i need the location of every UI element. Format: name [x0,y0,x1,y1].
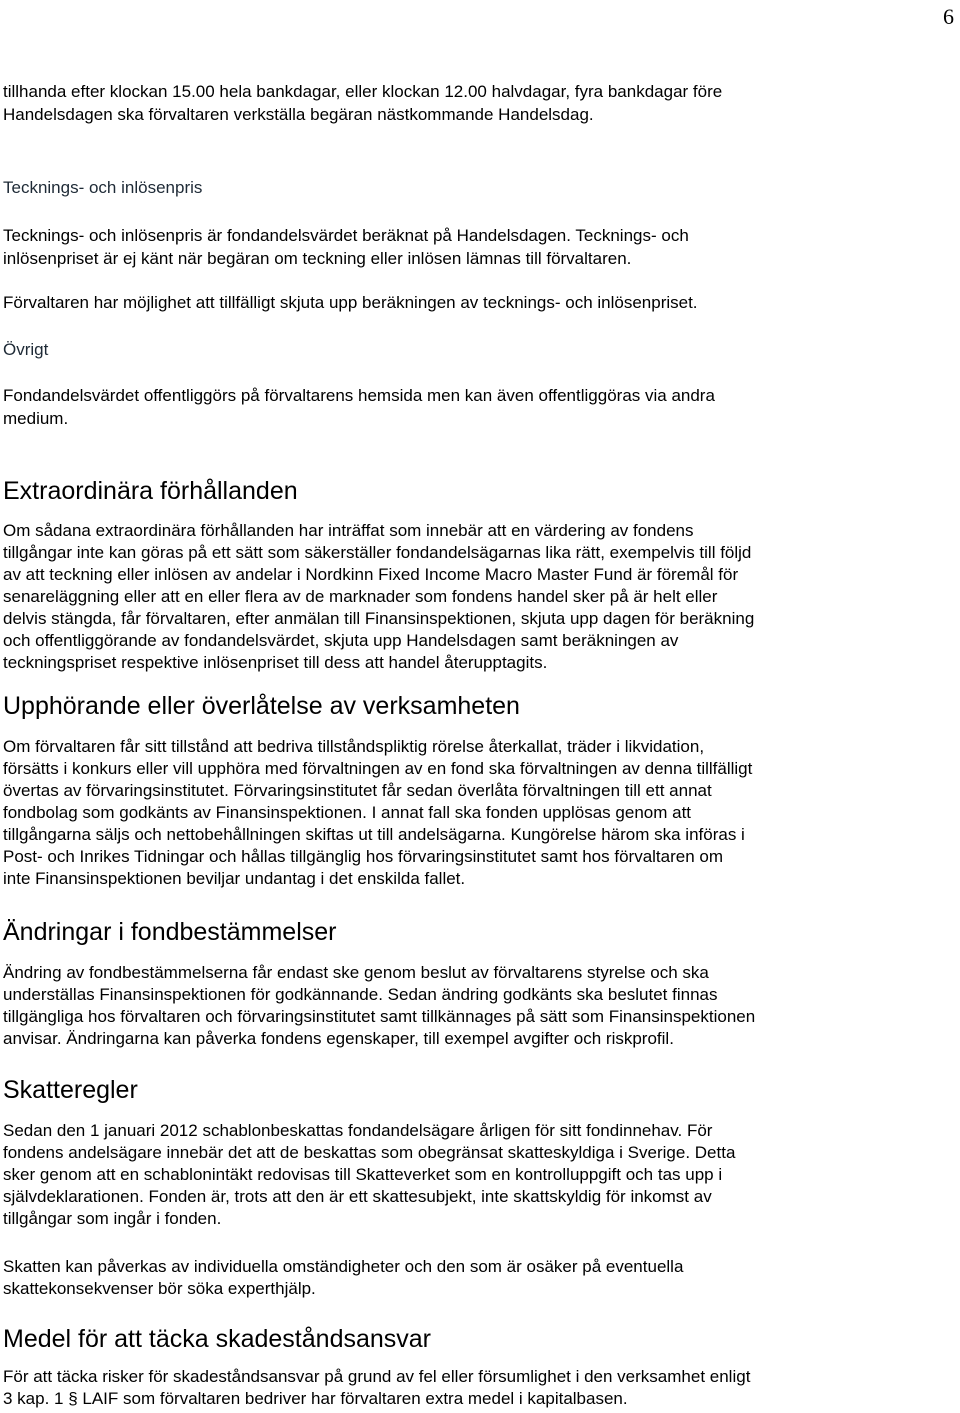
andringar-heading: Ändringar i fondbestämmelser [3,918,337,946]
teckningspris-heading: Tecknings- och inlösenpris [3,178,203,197]
andringar-line-3: tillgängliga hos förvaltaren och förvaringsinstitutet samt tillkännages på sätt som Finansinspektionen [3,1007,756,1026]
extraordinara-line-5: delvis stängda, får förvaltaren, efter anmälan till Finansinspektionen, skjuta upp dagen för beräkning [3,609,755,628]
uppskjutning-line-1: Förvaltaren har möjlighet att tillfälligt skjuta upp beräkningen av tecknings- och inlösenpriset. [3,293,698,312]
skatteregler-paragraph-1 [3,1120,735,1230]
medel-line-2: 3 kap. 1 § LAIF som förvaltaren bedriver har förvaltaren extra medel i kapitalbasen. [3,1389,628,1408]
skatteregler-2-line-1: Skatten kan påverkas av individuella omständigheter och den som är osäker på eventuella [3,1257,684,1276]
skatteregler-line-3: sker genom att en schablonintäkt redovisas till Skatteverket som en kontrolluppgift och tas upp i [3,1165,723,1184]
upphorande-line-5: tillgångarna säljs och nettobehållningen skiftas ut till andelsägarna. Kungörelse härom ska införas i [3,825,745,844]
page-number: 6 [943,4,954,29]
extraordinara-paragraph [3,520,754,674]
skatteregler-line-2: fondens andelsägare innebär det att de beskattas som obegränsat skatteskyldiga i Sverige. Detta [3,1143,736,1162]
extraordinara-line-1: Om sådana extraordinära förhållanden har inträffat som innebär att en värdering av fondens [3,521,694,540]
extraordinara-line-2: tillgångar inte kan göras på ett sätt som säkerställer fondandelsägarnas lika rätt, exempelvis till följd [3,543,752,562]
medel-line-1: För att täcka risker för skadeståndsansvar på grund av fel eller försumlighet i den verksamhet enligt [3,1367,751,1386]
andringar-line-4: anvisar. Ändringarna kan påverka fondens egenskaper, till exempel avgifter och riskprofil. [3,1029,674,1048]
ovrigt-heading: Övrigt [3,340,49,359]
upphorande-paragraph [3,736,752,890]
extraordinara-line-7: teckningspriset respektive inlösenpriset till dess att handel återupptagits. [3,653,548,672]
teckningspris-line-1: Tecknings- och inlösenpris är fondandelsvärdet beräknat på Handelsdagen. Tecknings- och [3,226,689,245]
ovrigt-line-1: Fondandelsvärdet offentliggörs på förvaltarens hemsida men kan även offentliggöras via andra [3,386,715,405]
extraordinara-heading: Extraordinära förhållanden [3,477,298,505]
ovrigt-line-2: medium. [3,409,69,428]
upphorande-line-3: övertas av förvaringsinstitutet. Förvaringsinstitutet får sedan överlåta förvaltningen till ett annat [3,781,712,800]
continuation-line-2: Handelsdagen ska förvaltaren verkställa begäran nästkommande Handelsdag. [3,105,594,124]
medel-heading: Medel för att täcka skadeståndsansvar [3,1325,432,1353]
medel-paragraph [3,1366,750,1410]
upphorande-line-1: Om förvaltaren får sitt tillstånd att bedriva tillståndspliktig rörelse återkallat, träder i likvidation, [3,737,705,756]
extraordinara-line-4: senareläggning eller att en eller flera av de marknader som fondens handel sker på är helt eller [3,587,718,606]
andringar-line-1: Ändring av fondbestämmelserna får endast ske genom beslut av förvaltarens styrelse och ska [3,963,709,982]
andringar-paragraph [3,962,755,1050]
upphorande-line-4: fondbolag som godkänts av Finansinspektionen. I annat fall ska fonden upplösas genom att [3,803,692,822]
skatteregler-heading: Skatteregler [3,1076,138,1104]
skatteregler-line-4: självdeklarationen. Fonden är, trots att den är ett skattesubjekt, inte skattskyldig för inkomst av [3,1187,712,1206]
skatteregler-2-line-2: skattekonsekvenser bör söka experthjälp. [3,1279,316,1298]
upphorande-line-6: Post- och Inrikes Tidningar och hållas tillgänglig hos förvaringsinstitutet samt hos förvaltaren om [3,847,724,866]
upphorande-line-2: försätts i konkurs eller vill upphöra med förvaltningen av en fond ska förvaltningen av denna tillfälligt [3,759,753,778]
upphorande-line-7: inte Finansinspektionen beviljar undantag i det enskilda fallet. [3,869,466,888]
continuation-line-1: tillhanda efter klockan 15.00 hela bankdagar, eller klockan 12.00 halvdagar, fyra bankdagar före [3,82,723,101]
andringar-line-2: underställas Finansinspektionen för godkännande. Sedan ändring godkänts ska beslutet finnas [3,985,718,1004]
skatteregler-line-1: Sedan den 1 januari 2012 schablonbeskattas fondandelsägare årligen för sitt fondinnehav. För [3,1121,713,1140]
upphorande-heading: Upphörande eller överlåtelse av verksamheten [3,692,520,720]
extraordinara-line-3: av att teckning eller inlösen av andelar i Nordkinn Fixed Income Macro Master Fund är föremål för [3,565,739,584]
teckningspris-line-2: inlösenpriset är ej känt när begäran om teckning eller inlösen lämnas till förvaltaren. [3,249,632,268]
skatteregler-paragraph-2 [3,1256,683,1300]
skatteregler-line-5: tillgångar som ingår i fonden. [3,1209,222,1228]
extraordinara-line-6: och offentliggörande av fondandelsvärdet, skjuta upp Handelsdagen samt beräkningen av [3,631,679,650]
